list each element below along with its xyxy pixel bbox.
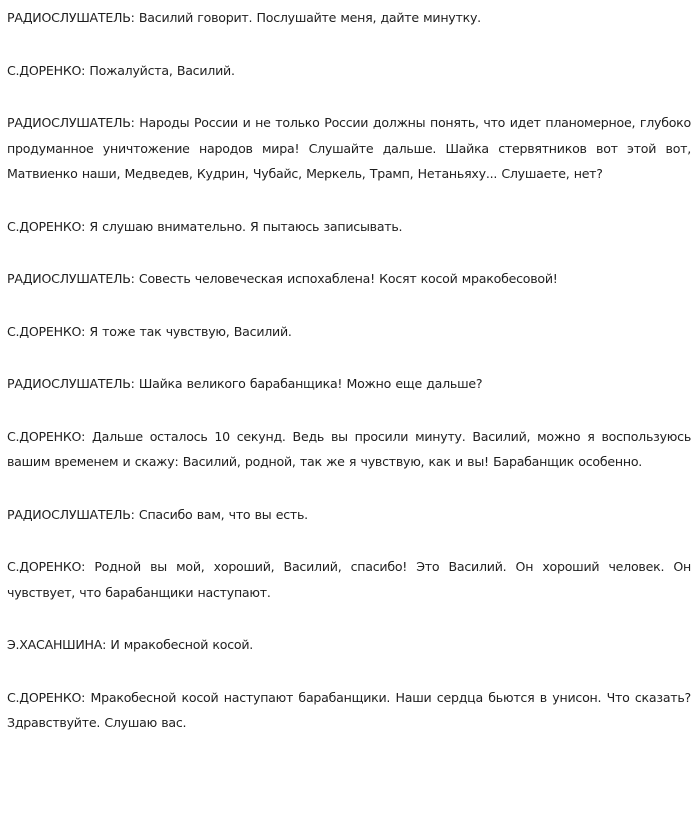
paragraph-12: С.ДОРЕНКО: Мракобесной косой наступают барабанщики. Наши сердца бьются в унисон. Что сказать? Здравствуйте. Слушаю вас.: [7, 689, 691, 730]
paragraph-5: РАДИОСЛУШАТЕЛЬ: Совесть человеческая испохаблена! Косят косой мракобесовой!: [7, 271, 558, 286]
paragraph-2: С.ДОРЕНКО: Пожалуйста, Василий.: [7, 62, 235, 78]
paragraph-8: С.ДОРЕНКО: Дальше осталось 10 секунд. Ведь вы просили минуту. Василий, можно я воспользуюсь вашим временем и скажу: Василий, родной, так же я чувствую, как и вы! Барабанщик особенно.: [7, 428, 691, 469]
paragraph-3: РАДИОСЛУШАТЕЛЬ: Народы России и не только России должны понять, что идет планомерное, глубоко продуманное уничтожение народов мира! Слушайте дальше. Шайка стервятников вот этой вот, Матвиенко наши, Медведев, Кудрин, Чубайс, Меркель, Трамп, Нетаньяху... Слушаете, нет?: [7, 115, 691, 181]
paragraph-1: РАДИОСЛУШАТЕЛЬ: Василий говорит. Послушайте меня, дайте минутку.: [7, 10, 481, 25]
paragraph-6: С.ДОРЕНКО: Я тоже так чувствую, Василий.: [7, 323, 292, 339]
transcript-text: [7, 5, 691, 736]
paragraph-10: С.ДОРЕНКО: Родной вы мой, хороший, Василий, спасибо! Это Василий. Он хороший человек. Он чувствует, что барабанщики наступают.: [7, 559, 691, 600]
paragraph-9: РАДИОСЛУШАТЕЛЬ: Спасибо вам, что вы есть.: [7, 506, 308, 522]
paragraph-11: Э.ХАСАНШИНА: И мракобесной косой.: [7, 637, 254, 652]
paragraph-7: РАДИОСЛУШАТЕЛЬ: Шайка великого барабанщика! Можно еще дальше?: [7, 376, 483, 391]
paragraph-4: С.ДОРЕНКО: Я слушаю внимательно. Я пытаюсь записывать.: [7, 218, 403, 234]
